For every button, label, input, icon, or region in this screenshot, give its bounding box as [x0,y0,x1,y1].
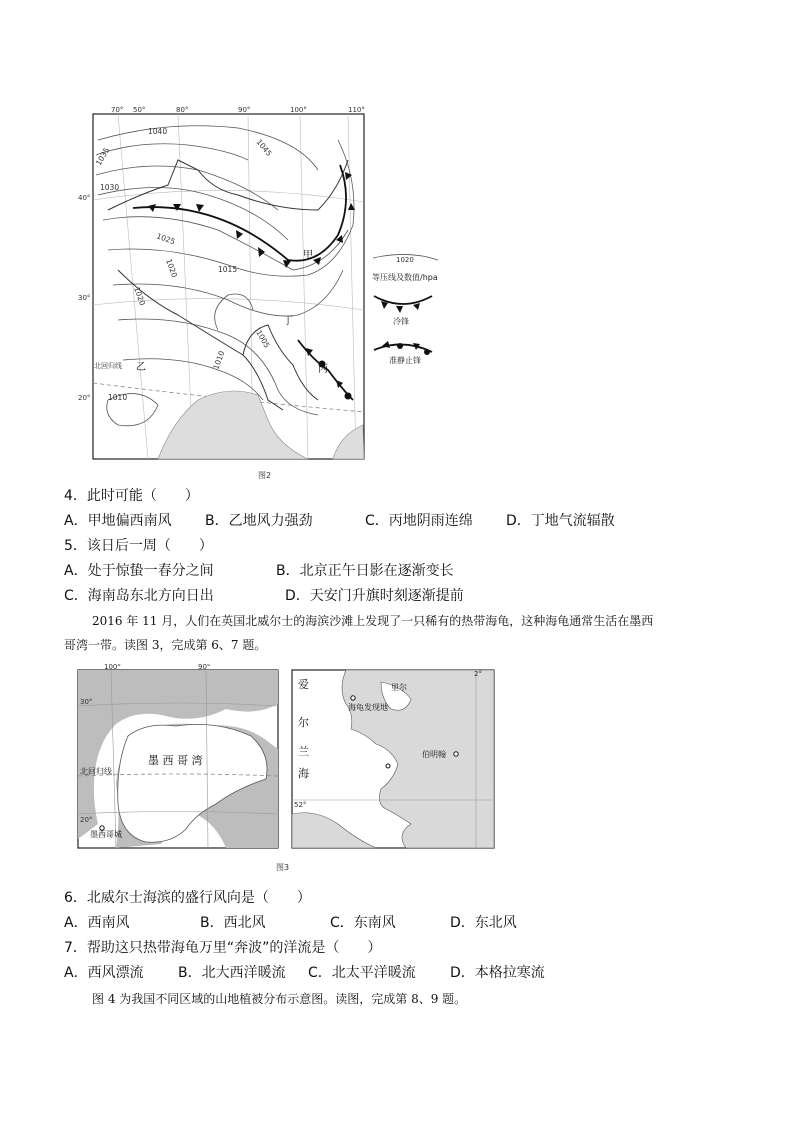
lon-label: 90° [238,106,251,114]
irish-sea-char: 尔 [298,716,309,729]
legend-isobar-value: 1020 [396,256,414,264]
isobar-label: 1015 [218,265,238,274]
q6-option-b[interactable]: B．西北风 [200,915,266,931]
irish-sea-char: 海 [298,767,309,780]
lon-label: 80° [176,106,189,114]
place-label-ding: 丁 [283,316,293,327]
isobar-label: 1010 [108,393,128,402]
q4-option-a[interactable]: A．甲地偏西南风 [64,513,172,529]
lon-label: 50° [133,106,146,114]
q5-option-d[interactable]: D．天安门升旗时刻逐渐提前 [285,588,464,604]
legend-isobar-text: 等压线及数值/hpa [372,273,438,282]
lat-label: 40° [78,194,91,202]
fig3-left-lat-label: 30° [80,698,93,706]
tropic-label: 北回归线 [94,362,122,370]
isobar-label: 1010 [211,349,227,371]
legend-cold-front: 冷锋 [393,317,409,326]
q4-option-d[interactable]: D．丁地气流辐散 [506,513,615,529]
q4-option-b[interactable]: B．乙地风力强劲 [205,513,313,529]
isobar-label: 1040 [148,127,168,136]
q4-option-c[interactable]: C．丙地阴雨连绵 [365,513,473,529]
lon-label: 100° [290,106,307,114]
figure-3-maps [76,664,498,878]
figure-2-weather-map [78,100,458,485]
q5-option-b[interactable]: B．北京正午日影在逐渐变长 [276,563,454,579]
lon-label: 70° [111,106,124,114]
q6-option-c[interactable]: C．东南风 [330,915,396,931]
q6-option-d[interactable]: D．东北风 [450,915,517,931]
figure-3-caption: 图3 [276,863,290,872]
fig3-left-lon-label: 100° [104,664,121,671]
isobar-label: 1020 [132,285,148,307]
legend-stationary-front: 准静止锋 [389,356,421,365]
fig3-left-lat-label: 20° [80,816,93,824]
lon-label: 110° [348,106,365,114]
passage-2-line-1: 图 4 为我国不同区域的山地植被分布示意图。读图，完成第 8、9 题。 [92,992,467,1006]
fig3-tropic-label: 北回归线 [80,767,112,776]
q6-stem: 6．北威尔士海滨的盛行风向是（ ） [64,890,311,906]
isobar-label: 1030 [100,183,120,192]
isobar-label: 1045 [254,137,274,158]
gulf-of-mexico-label: 墨 西 哥 湾 [148,754,203,767]
q7-option-d[interactable]: D．本格拉寒流 [450,965,545,981]
isobar-label: 1035 [93,145,112,167]
passage-1-line-1: 2016 年 11 月，人们在英国北威尔士的海滨沙滩上发现了一只稀有的热带海龟，这种海龟通常生活在墨西 [92,614,654,628]
birmingham-label: 伯明翰 [422,750,446,759]
isobar-label: 1005 [254,328,272,350]
figure-2-caption: 图2 [258,471,272,480]
lat-label: 30° [78,294,91,302]
q7-stem: 7．帮助这只热带海龟万里“奔波”的洋流是（ ） [64,940,382,956]
place-label-jia: 甲 [303,250,313,261]
fig3-right-lon-label: 2° [474,670,482,678]
mexico-city-label: 墨西哥城 [90,830,122,839]
liverpool-label: 里尔 [391,683,407,692]
q7-option-c[interactable]: C．北太平洋暖流 [308,965,416,981]
q6-option-a[interactable]: A．西南风 [64,915,130,931]
q7-option-b[interactable]: B．北大西洋暖流 [178,965,286,981]
irish-sea-char: 爱 [298,678,309,691]
q7-option-a[interactable]: A．西风漂流 [64,965,144,981]
q5-option-a[interactable]: A．处于惊蛰一春分之间 [64,563,214,579]
isobar-label: 1020 [164,257,180,279]
fig3-right-lat-label: 52° [294,801,307,809]
place-label-bing: 丙 [318,364,328,375]
passage-1-line-2: 哥湾一带。读图 3，完成第 6、7 题。 [64,638,267,652]
q4-stem: 4．此时可能（ ） [64,488,199,504]
irish-sea-char: 兰 [298,745,309,758]
q5-stem: 5．该日后一周（ ） [64,538,213,554]
place-label-yi: 乙 [136,362,146,373]
fig3-left-lon-label: 90° [198,664,211,671]
legend [372,254,438,365]
turtle-site-label: 海龟发现地 [348,703,388,712]
isobar-label: 1025 [155,231,177,247]
q5-option-c[interactable]: C．海南岛东北方向日出 [64,588,214,604]
lat-label: 20° [78,394,91,402]
